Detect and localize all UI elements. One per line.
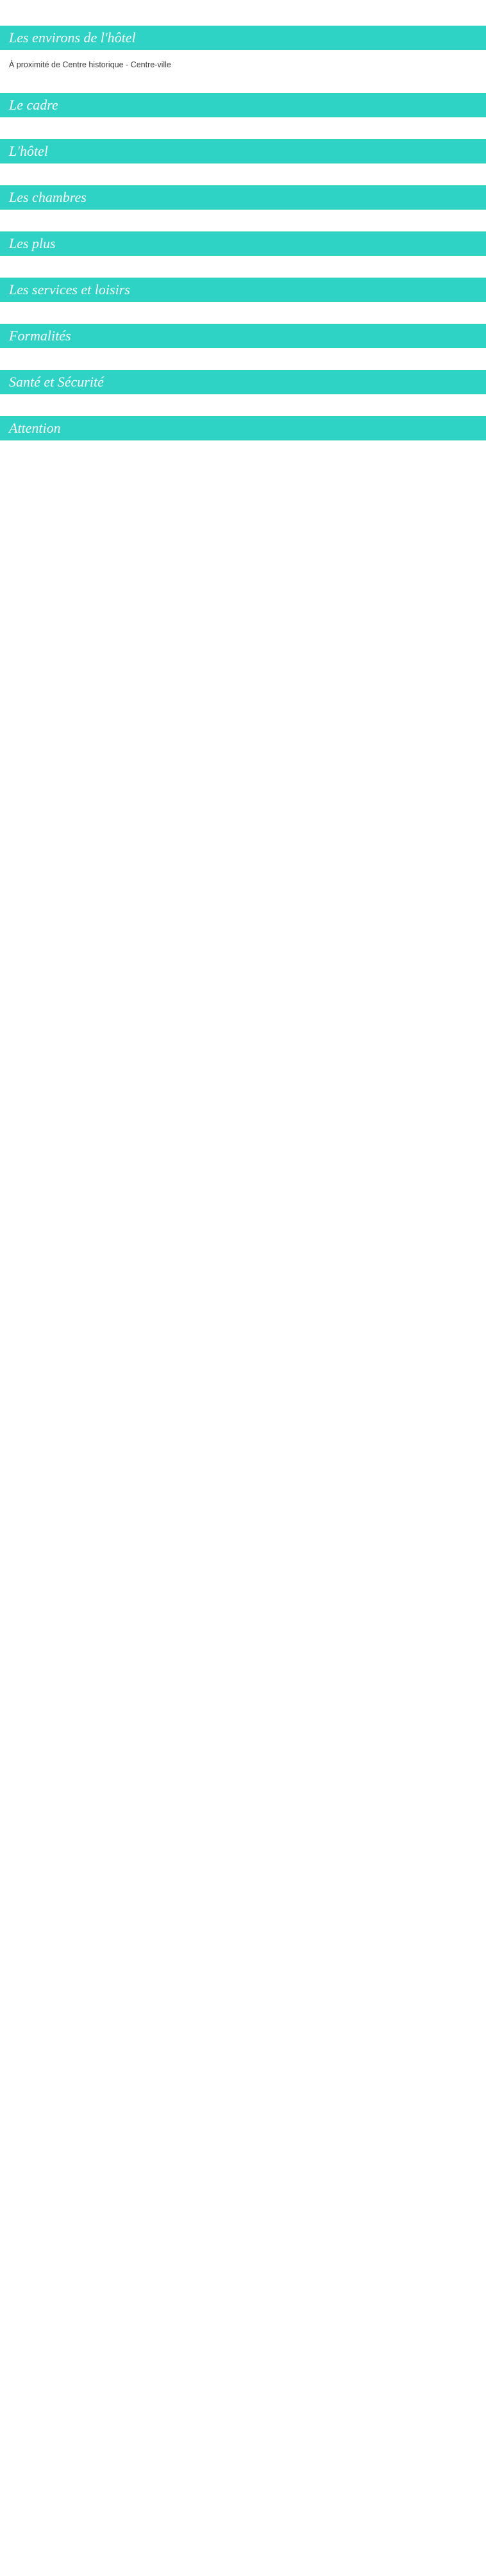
section-attention (0, 416, 486, 440)
section-header (0, 370, 486, 394)
section-title: Les plus (9, 235, 56, 252)
section-title: L'hôtel (9, 143, 48, 160)
section-title: Attention (9, 420, 61, 437)
paragraph: À proximité de Centre historique - Centre-ville (9, 60, 171, 69)
section-title: Les services et loisirs (9, 281, 130, 298)
section-plus (0, 231, 486, 256)
page (0, 0, 486, 485)
section-header (0, 26, 486, 50)
section-title: Le cadre (9, 97, 58, 113)
section-cadre (0, 93, 486, 117)
section-header (0, 278, 486, 302)
section-environs (0, 26, 486, 71)
section-hotel (0, 139, 486, 163)
section-formalites (0, 324, 486, 348)
section-title: Formalités (9, 328, 71, 344)
section-chambres (0, 185, 486, 210)
section-title: Les environs de l'hôtel (9, 29, 136, 46)
section-header (0, 416, 486, 440)
section-title: Santé et Sécurité (9, 374, 104, 390)
section-body (0, 59, 486, 71)
section-header (0, 139, 486, 163)
section-header (0, 324, 486, 348)
section-header (0, 231, 486, 256)
section-header (0, 93, 486, 117)
section-sante (0, 370, 486, 394)
section-header (0, 185, 486, 210)
section-title: Les chambres (9, 189, 87, 206)
section-services (0, 278, 486, 302)
